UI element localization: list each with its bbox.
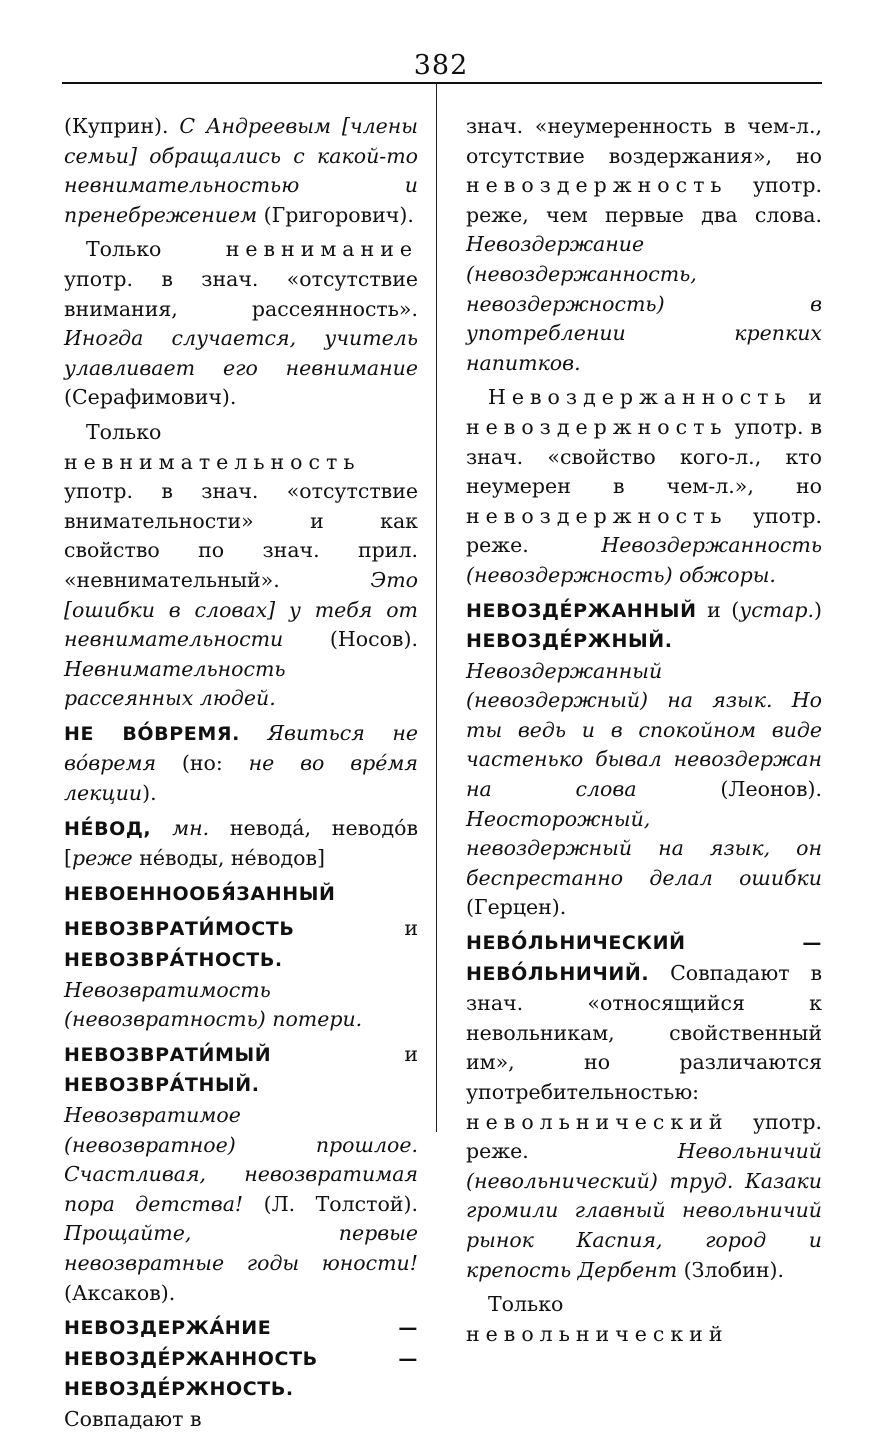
- spaced-term: невоздержность: [466, 414, 728, 439]
- headword: НЕВОЕННООБЯ́ЗАННЫЙ: [64, 882, 336, 905]
- source-text: (Леонов).: [636, 777, 822, 802]
- example-text: Невозвратимое (невозвратное) прошлое. Счастливая, невозвратимая пора детства!: [64, 1103, 418, 1216]
- headword: НЕВОЗДЕ́РЖНЫЙ.: [466, 630, 673, 653]
- example-text: Невнимательность рассеянных людей.: [64, 656, 286, 711]
- headword: НЕВОЗДЕРЖА́НИЕ — НЕВОЗДЕ́РЖАННОСТЬ — НЕВОЗДЕ́РЖНОСТЬ.: [64, 1317, 418, 1401]
- text: употр. реже.: [466, 503, 822, 558]
- example-text: Невоздержанный (невоздержный) на язык. Но ты ведь и в спокойном виде частенько бывал невоздержан на слова: [466, 658, 822, 802]
- example-text: Прощайте, первые невозвратные годы юности!: [64, 1221, 418, 1275]
- text: употр. реже, чем первые два слова.: [466, 173, 822, 227]
- dictionary-entry: [64, 914, 418, 1034]
- example-text: Это [ошибки в словах] у тебя от невнимательности: [64, 567, 418, 652]
- text: (Куприн).: [64, 114, 180, 138]
- dictionary-entry: [466, 928, 822, 1285]
- text: Только: [86, 419, 162, 444]
- spaced-term: Невоздержанность: [488, 385, 792, 410]
- source-text: (Аксаков).: [64, 1280, 176, 1305]
- spaced-term: невольнический: [466, 1109, 729, 1134]
- spaced-term: невоздержность: [466, 503, 728, 528]
- example-text: не во вре́мя лекции: [64, 751, 418, 806]
- spaced-term: невнимательность: [64, 449, 361, 474]
- entry-paragraph: [64, 112, 418, 230]
- dictionary-entry: [64, 719, 418, 809]
- spaced-term: невольнический: [466, 1321, 729, 1346]
- source-text: (Злобин).: [677, 1257, 784, 1282]
- example-text: Невоздержание (невоздержанность, невоздержность) в употреблении крепких напитков.: [466, 232, 822, 375]
- text: употр. в знач. «отсутствие внимательности» и как свойство по знач. прил. «невнимательный».: [64, 479, 418, 592]
- text: Совпадают в: [64, 1406, 202, 1431]
- text: употр. в знач. «отсутствие внимания, рассеянность».: [64, 266, 418, 321]
- headword: НЕВО́ЛЬНИЧЕСКИЙ — НЕВО́ЛЬНИЧИЙ.: [466, 932, 822, 985]
- dictionary-entry: [64, 1040, 418, 1308]
- left-column: [64, 112, 418, 1440]
- headword: НЕВОЗВРАТИ́МОСТЬ: [64, 918, 295, 941]
- example-text: Невозвратимость (невозвратность) потери.: [64, 977, 363, 1032]
- spaced-term: невоздержность: [466, 173, 728, 198]
- example-text: Невольничий (невольнический) труд. Казаки громили главный невольничий рынок Каспия, город и крепость Дербент: [466, 1139, 822, 1282]
- source-text: (Л. Толстой).: [243, 1191, 418, 1216]
- page-number: 382: [413, 50, 469, 81]
- source-text: (Серафимович).: [64, 385, 237, 410]
- text: употр. в знач. «свойство кого-л., кто неумерен в чем-л.», но: [466, 414, 822, 499]
- text: ): [814, 597, 822, 622]
- source-text: (Носов).: [283, 627, 418, 652]
- headword: НЕВОЗДЕ́РЖАННЫЙ: [466, 599, 697, 622]
- example-text: С Андреевым [члены семьи] обращались с какой-то невнимательностью и пренебрежением: [64, 114, 418, 227]
- entry-paragraph: [466, 1290, 822, 1349]
- usage-note: реже: [72, 846, 133, 871]
- text: не́воды, не́водов]: [132, 846, 326, 871]
- text: употр. реже.: [466, 1109, 822, 1164]
- entry-paragraph: [466, 112, 822, 378]
- entry-paragraph: [466, 383, 822, 590]
- dictionary-entry: [64, 1313, 418, 1434]
- dictionary-entry: [466, 596, 822, 924]
- text: знач. «неумеренность в чем-л., отсутствие воздержания», но: [466, 114, 822, 168]
- grammar-note: мн.: [151, 815, 210, 840]
- text: Только: [86, 237, 226, 262]
- text: и: [271, 1041, 418, 1066]
- spaced-term: невнимание: [225, 237, 418, 262]
- source-text: (Григорович).: [257, 202, 414, 227]
- text: и (: [696, 597, 740, 622]
- headword: НЕВОЗВРА́ТНОСТЬ.: [64, 949, 283, 972]
- headword: НЕ ВО́ВРЕМЯ.: [64, 722, 240, 745]
- headword: НЕ́ВОД,: [64, 817, 152, 840]
- text: невода́, неводо́в [: [64, 815, 418, 871]
- right-column: [466, 112, 822, 1354]
- column-divider: [436, 84, 437, 1132]
- text: (но:: [156, 751, 249, 776]
- text: и: [791, 385, 822, 410]
- example-text: Явиться не во́время: [64, 720, 419, 776]
- example-text: Иногда случается, учитель улавливает его невнимание: [64, 326, 418, 380]
- text: Только: [488, 1292, 564, 1317]
- entry-paragraph: [64, 235, 418, 413]
- usage-note: устар.: [739, 597, 814, 622]
- headword: НЕВОЗВРАТИ́МЫЙ: [64, 1043, 272, 1066]
- example-text: Неосторожный, невоздержный на язык, он беспрестанно делал ошибки: [466, 806, 822, 890]
- source-text: (Герцен).: [466, 895, 567, 920]
- dictionary-entry: [64, 814, 418, 874]
- headword: НЕВОЗВРА́ТНЫЙ.: [64, 1074, 260, 1097]
- entry-paragraph: [64, 418, 418, 714]
- dictionary-entry: [64, 879, 418, 910]
- header-rule: [62, 82, 822, 84]
- text: Совпадают в знач. «относящийся к невольникам, свойственный им», но различаются употребительностью:: [466, 960, 822, 1104]
- text: ).: [142, 781, 157, 806]
- text: и: [294, 916, 418, 941]
- example-text: Невоздержанность (невоздержность) обжоры.: [466, 533, 822, 587]
